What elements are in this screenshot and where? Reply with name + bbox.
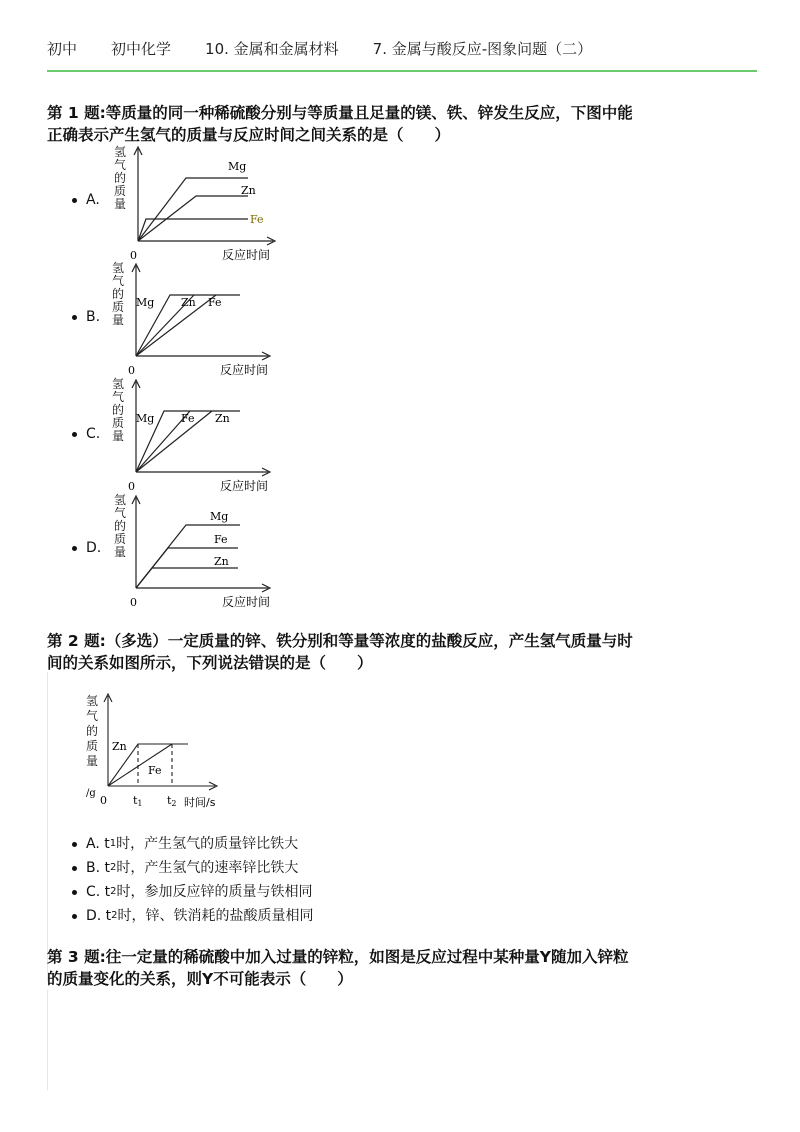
breadcrumb-chapter[interactable]: 10. 金属和金属材料 xyxy=(205,40,339,58)
series-label-fe: Fe xyxy=(181,412,195,425)
breadcrumb-topic[interactable]: 7. 金属与酸反应-图象问题（二） xyxy=(372,40,593,58)
q1-graph-b xyxy=(108,260,288,382)
option-label: B. xyxy=(86,309,101,325)
t2-label: t2 xyxy=(167,794,177,808)
question-3-line-1: 第 3 题:往一定量的稀硫酸中加入过量的锌粒，如图是反应过程中某种量Y随加入锌粒 xyxy=(47,948,629,966)
series-label-mg: Mg xyxy=(210,510,229,523)
bullet-icon xyxy=(72,546,77,551)
breadcrumb xyxy=(47,38,757,59)
q2-choice-d[interactable]: D. t 2 时，锌、铁消耗的盐酸质量相同 xyxy=(72,904,314,928)
question-1-line-2: 正确表示产生氢气的质量与反应时间之间关系的是（ ） xyxy=(47,126,451,144)
option-label: D. xyxy=(86,540,102,556)
content-left-edge xyxy=(47,672,48,982)
series-label-mg: Mg xyxy=(136,296,155,309)
series-label-zn: Zn xyxy=(181,296,196,309)
x-axis-label: 时间/s xyxy=(184,796,216,809)
series-label-fe: Fe xyxy=(250,213,264,226)
q1-option-a[interactable] xyxy=(72,192,100,208)
q1-graph-d xyxy=(108,492,288,614)
header-divider xyxy=(47,70,757,72)
x-axis-label: 反应时间 xyxy=(222,595,271,609)
q2-choice-b[interactable]: B. t 2 时，产生氢气的速率锌比铁大 xyxy=(72,856,314,880)
q1-d-ylabel: 氢气的质量 xyxy=(114,493,127,559)
q2-ylabel: 氢气的质量 xyxy=(86,694,99,768)
x-axis-label: 反应时间 xyxy=(220,479,269,493)
origin-label: 0 xyxy=(128,364,135,377)
bullet-icon xyxy=(72,315,77,320)
bullet-icon xyxy=(72,914,77,919)
series-fe-line xyxy=(138,219,248,241)
origin-label: 0 xyxy=(130,596,137,609)
q1-c-ylabel: 氢气的质量 xyxy=(112,377,125,443)
origin-label: 0 xyxy=(130,249,137,262)
option-label: A. xyxy=(86,192,100,208)
bullet-icon xyxy=(72,890,77,895)
series-zn-line xyxy=(136,568,238,588)
origin-label: 0 xyxy=(100,794,107,807)
q1-option-c[interactable] xyxy=(72,426,100,442)
q2-graph xyxy=(80,690,260,812)
q1-option-d[interactable] xyxy=(72,540,101,556)
q1-option-b[interactable] xyxy=(72,309,100,325)
question-1-line-1: 第 1 题:等质量的同一种稀硫酸分别与等质量且足量的镁、铁、锌发生反应，下图中能 xyxy=(47,104,633,122)
t1-label: t1 xyxy=(133,794,143,808)
origin-label: 0 xyxy=(128,480,135,493)
page-header xyxy=(47,38,757,72)
question-2-line-2: 间的关系如图所示，下列说法错误的是（ ） xyxy=(47,654,373,672)
bullet-icon xyxy=(72,842,77,847)
bullet-icon xyxy=(72,432,77,437)
question-3-line-2: 的质量变化的关系，则Y不可能表示（ ） xyxy=(47,970,353,988)
series-label-zn: Zn xyxy=(241,184,256,197)
y-axis-unit: /g xyxy=(86,788,96,799)
series-label-fe: Fe xyxy=(148,764,162,777)
q2-choice-c[interactable]: C. t 2 时，参加反应锌的质量与铁相同 xyxy=(72,880,314,904)
bullet-icon xyxy=(72,866,77,871)
x-axis-label: 反应时间 xyxy=(220,363,269,377)
x-axis-label: 反应时间 xyxy=(222,248,271,262)
series-label-mg: Mg xyxy=(136,412,155,425)
q2-choice-a[interactable]: A. t 1 时，产生氢气的质量锌比铁大 xyxy=(72,832,314,856)
series-label-zn: Zn xyxy=(112,740,127,753)
q2-choices xyxy=(72,832,314,928)
content-left-edge xyxy=(47,990,48,1090)
q1-b-ylabel: 氢气的质量 xyxy=(112,261,125,327)
breadcrumb-subject[interactable]: 初中化学 xyxy=(111,40,172,58)
question-1-title xyxy=(47,102,757,146)
series-label-mg: Mg xyxy=(228,160,247,173)
q1-graph-a xyxy=(108,143,288,265)
series-label-fe: Fe xyxy=(214,533,228,546)
series-label-fe: Fe xyxy=(208,296,222,309)
series-label-zn: Zn xyxy=(214,555,229,568)
option-label: C. xyxy=(86,426,101,442)
q1-graph-c xyxy=(108,376,288,498)
series-mg-line xyxy=(138,178,248,241)
breadcrumb-level[interactable]: 初中 xyxy=(47,40,78,58)
question-2-title xyxy=(47,630,757,674)
question-2-line-1: 第 2 题:（多选）一定质量的锌、铁分别和等量等浓度的盐酸反应，产生氢气质量与时 xyxy=(47,632,633,650)
series-label-zn: Zn xyxy=(215,412,230,425)
q1-a-ylabel: 氢气的质量 xyxy=(114,145,127,211)
bullet-icon xyxy=(72,198,77,203)
question-3-title xyxy=(47,946,757,990)
